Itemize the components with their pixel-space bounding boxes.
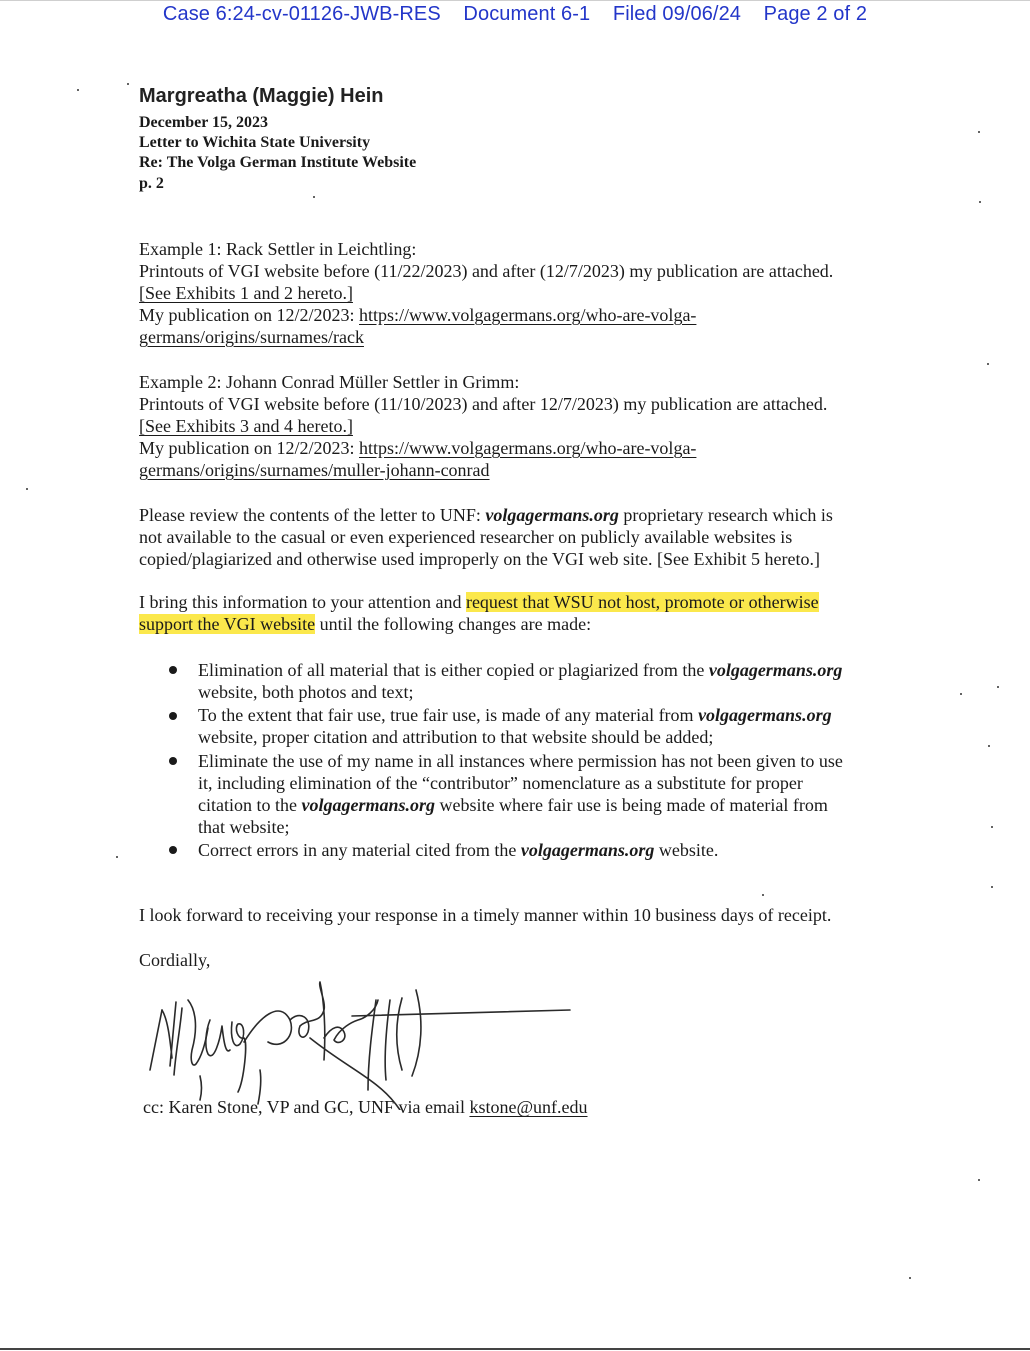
scan-speck (960, 693, 962, 695)
request-line-2 (139, 613, 591, 635)
scan-speck (313, 196, 315, 198)
page-number: p. 2 (139, 175, 164, 192)
example1-url-link[interactable]: https://www.volgagermans.org/who-are-volga- (359, 305, 697, 325)
scan-speck (762, 894, 764, 896)
example2-exhibits: [See Exhibits 3 and 4 hereto.] (139, 416, 353, 436)
bullet-text: website where fair use is being made of material from (435, 795, 828, 815)
bullet-3-line-3 (198, 794, 828, 816)
scan-speck (909, 1277, 911, 1279)
scan-speck (987, 363, 989, 365)
scan-speck (978, 131, 980, 133)
bullet-dot (169, 666, 177, 674)
example2-url-link[interactable]: https://www.volgagermans.org/who-are-volga- (359, 438, 697, 458)
case-header-stamp: Case 6:24-cv-01126-JWB-RES Document 6-1 Filed 09/06/24 Page 2 of 2 (162, 3, 868, 25)
request-text: I bring this information to your attention and (139, 592, 466, 612)
review-text: Please review the contents of the letter to UNF: (139, 505, 486, 525)
bullet-3-line-2: it, including elimination of the “contributor” nomenclature as a substitute for proper (198, 773, 803, 793)
highlighted-request: request that WSU not host, promote or otherwise (465, 592, 819, 612)
bullet-1-line-1 (198, 659, 842, 681)
top-rule (0, 0, 1030, 1)
salutation: Cordially, (139, 950, 211, 970)
scan-speck (991, 826, 993, 828)
bullet-4-line-1 (198, 839, 718, 861)
letter-re: Re: The Volga German Institute Website (139, 154, 417, 171)
site-name: volgagermans.org (708, 660, 843, 680)
scan-speck (988, 745, 990, 747)
bullet-text: website. (654, 840, 719, 860)
scan-speck (979, 201, 981, 203)
scan-speck (978, 1179, 980, 1181)
bullet-dot (169, 757, 177, 765)
bullet-3-line-4: that website; (198, 817, 290, 837)
letter-subject: Letter to Wichita State University (139, 134, 371, 151)
bullet-2-line-2: website, proper citation and attribution to that website should be added; (198, 727, 714, 747)
cc-text: cc: Karen Stone, VP and GC, UNF via email (143, 1097, 470, 1117)
scan-speck (991, 886, 993, 888)
bullet-2-line-1 (198, 704, 832, 726)
scan-speck (127, 83, 129, 85)
email-link[interactable]: kstone@unf.edu (469, 1097, 588, 1117)
example1-url-link-cont[interactable]: germans/origins/surnames/rack (139, 327, 364, 347)
publication-label: My publication on 12/2/2023: (139, 305, 359, 325)
closing-line: I look forward to receiving your response in a timely manner within 10 business days of receipt. (139, 905, 832, 925)
bottom-scan-edge (0, 1348, 1030, 1350)
bullet-1-line-2: website, both photos and text; (198, 682, 414, 702)
site-name: volgagermans.org (301, 795, 435, 815)
example1-exhibits: [See Exhibits 1 and 2 hereto.] (139, 283, 353, 303)
example2-printouts: Printouts of VGI website before (11/10/2023) and after 12/7/2023) my publication are attached. (139, 394, 828, 414)
site-name: volgagermans.org (698, 705, 832, 725)
site-name: volgagermans.org (520, 840, 655, 860)
request-line-1 (139, 591, 819, 613)
example1-title: Example 1: Rack Settler in Leichtling: (139, 239, 417, 259)
scan-speck (116, 856, 118, 858)
publication-label: My publication on 12/2/2023: (139, 438, 359, 458)
request-text: until the following changes are made: (315, 614, 592, 634)
scan-speck (997, 686, 999, 688)
bullet-text: To the extent that fair use, true fair use, is made of any material from (198, 705, 699, 725)
bullet-3-line-1: Eliminate the use of my name in all instances where permission has not been given to use (198, 751, 843, 771)
example2-url-link-cont[interactable]: germans/origins/surnames/muller-johann-conrad (139, 460, 490, 480)
bullet-text: citation to the (198, 795, 302, 815)
cc-line (143, 1096, 588, 1118)
scan-speck (26, 488, 28, 490)
bullet-text: Correct errors in any material cited from the (198, 840, 521, 860)
review-text: proprietary research which is (618, 505, 833, 525)
review-line-2: not available to the casual or even experienced researcher on publicly available websites is (139, 527, 793, 547)
author-name: Margreatha (Maggie) Hein (139, 85, 384, 107)
bullet-dot (169, 712, 177, 720)
example2-publication (139, 437, 696, 459)
example2-title: Example 2: Johann Conrad Müller Settler in Grimm: (139, 372, 520, 392)
letter-date: December 15, 2023 (139, 114, 268, 131)
example1-publication (139, 304, 696, 326)
review-line-1 (139, 504, 833, 526)
bullet-dot (169, 846, 177, 854)
site-name: volgagermans.org (485, 505, 619, 525)
handwritten-signature (140, 980, 580, 1110)
example1-printouts: Printouts of VGI website before (11/22/2023) and after (12/7/2023) my publication are attached. (139, 261, 834, 281)
review-line-3: copied/plagiarized and otherwise used improperly on the VGI web site. [See Exhibit 5 hereto.] (139, 549, 820, 569)
bullet-text: Elimination of all material that is either copied or plagiarized from the (198, 660, 709, 680)
scan-speck (77, 89, 79, 91)
highlighted-request: support the VGI website (139, 614, 316, 634)
